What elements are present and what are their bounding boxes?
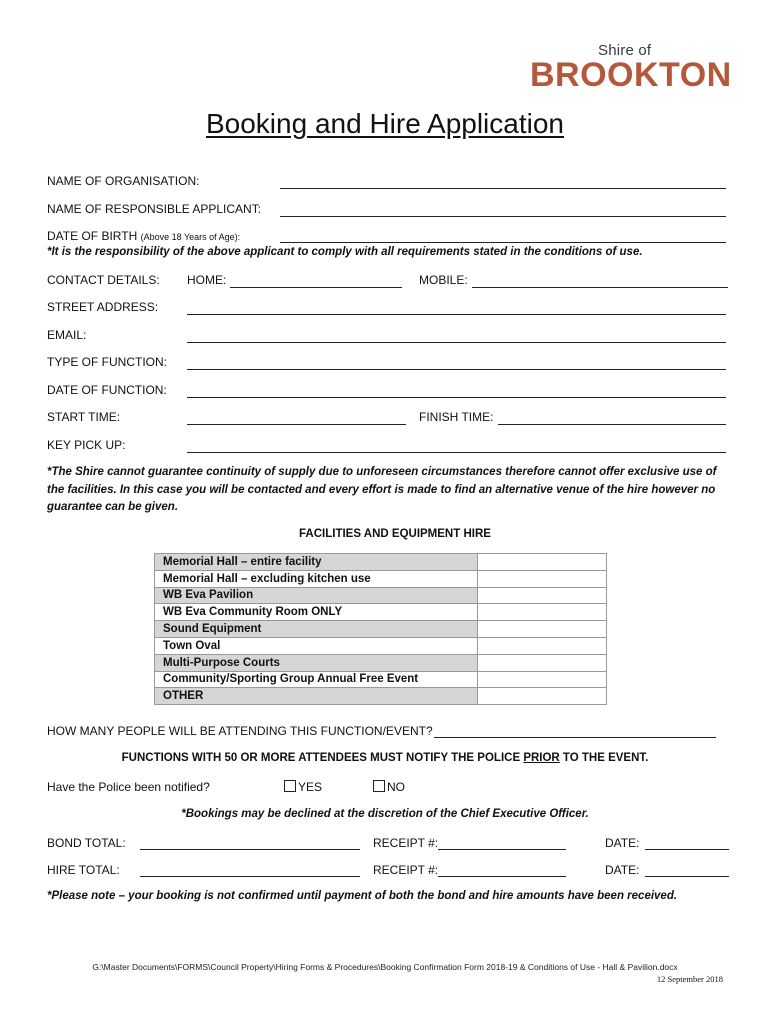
facility-select-box[interactable] [478, 604, 607, 621]
facility-row [155, 621, 607, 638]
police-notice [0, 752, 770, 764]
police-question: Have the Police been notified? [47, 780, 210, 794]
mobile-label: MOBILE: [419, 273, 468, 287]
date-function-field[interactable] [187, 397, 726, 398]
facility-select-box[interactable] [478, 587, 607, 604]
facility-name: Sound Equipment [155, 621, 478, 638]
contact-label: CONTACT DETAILS: [47, 273, 160, 287]
hire-receipt-field[interactable] [438, 876, 566, 877]
hire-date-label: DATE: [605, 863, 640, 877]
start-time-field[interactable] [187, 424, 406, 425]
facility-name: WB Eva Pavilion [155, 587, 478, 604]
bond-receipt-label: RECEIPT #: [373, 836, 439, 850]
yes-option[interactable] [284, 780, 322, 794]
mobile-field[interactable] [472, 287, 728, 288]
yes-checkbox[interactable] [284, 780, 296, 792]
bond-field[interactable] [140, 849, 360, 850]
decline-note: *Bookings may be declined at the discretion of the Chief Executive Officer. [181, 808, 589, 820]
organisation-label: NAME OF ORGANISATION: [47, 174, 200, 188]
start-time-label: START TIME: [47, 410, 121, 424]
facility-name: OTHER [155, 688, 478, 705]
yes-label: YES [298, 780, 323, 794]
hire-date-field[interactable] [645, 876, 729, 877]
responsibility-note: *It is the responsibility of the above applicant to comply with all requirements stated in the conditions of use. [47, 246, 643, 258]
email-label: EMAIL: [47, 328, 87, 342]
bond-date-label: DATE: [605, 836, 640, 850]
no-checkbox[interactable] [373, 780, 385, 792]
hire-field[interactable] [140, 876, 360, 877]
page-title: Booking and Hire Application [205, 108, 564, 139]
dob-note: (Above 18 Years of Age): [140, 232, 241, 242]
facility-name: Community/Sporting Group Annual Free Event [155, 671, 478, 688]
finish-time-field[interactable] [498, 424, 726, 425]
facilities-heading: FACILITIES AND EQUIPMENT HIRE [299, 528, 491, 540]
footer-date: 12 September 2018 [656, 974, 723, 984]
dob-label-text: DATE OF BIRTH [47, 229, 138, 243]
facility-row [155, 570, 607, 587]
attendance-field[interactable] [434, 737, 716, 738]
facility-name: Multi-Purpose Courts [155, 654, 478, 671]
facility-select-box[interactable] [478, 570, 607, 587]
no-option[interactable] [373, 780, 405, 794]
facility-name: Town Oval [155, 637, 478, 654]
supply-note: *The Shire cannot guarantee continuity of supply due to unforeseen circumstances therefore cannot offer exclusive use of the facilities. In this case you will be contacted and every effort is made to find an alternative venue of the hire however no guarantee can be given. [47, 466, 717, 513]
home-label: HOME: [187, 273, 227, 287]
date-function-label: DATE OF FUNCTION: [47, 383, 167, 397]
bond-label: BOND TOTAL: [47, 836, 126, 850]
hire-receipt-label: RECEIPT #: [373, 863, 439, 877]
street-label: STREET ADDRESS: [47, 300, 159, 314]
footer-path: G:\Master Documents\FORMS\Council Property\Hiring Forms & Procedures\Booking Confirmation Form 2018-19 & Conditions of Use - Hall & Pavilion.docx [92, 962, 678, 972]
facility-row [155, 654, 607, 671]
facilities-table [154, 553, 607, 705]
facility-row [155, 604, 607, 621]
police-notice-before: FUNCTIONS WITH 50 OR MORE ATTENDEES MUST NOTIFY THE POLICE [121, 752, 524, 764]
confirm-note: *Please note – your booking is not confirmed until payment of both the bond and hire amounts have been received. [47, 890, 678, 902]
organisation-field[interactable] [280, 188, 726, 189]
finish-time-label: FINISH TIME: [419, 410, 494, 424]
type-function-field[interactable] [187, 369, 726, 370]
applicant-field[interactable] [280, 216, 726, 217]
facility-row [155, 637, 607, 654]
email-field[interactable] [187, 342, 726, 343]
facility-select-box[interactable] [478, 654, 607, 671]
logo-brookton: BROOKTON [530, 56, 732, 94]
key-pickup-field[interactable] [187, 452, 726, 453]
facility-select-box[interactable] [478, 554, 607, 571]
facility-select-box[interactable] [478, 671, 607, 688]
logo-shire-of: Shire of [598, 42, 652, 59]
facility-name: Memorial Hall – entire facility [155, 554, 478, 571]
bond-date-field[interactable] [645, 849, 729, 850]
facility-name: WB Eva Community Room ONLY [155, 604, 478, 621]
key-pickup-label: KEY PICK UP: [47, 438, 126, 452]
type-function-label: TYPE OF FUNCTION: [47, 355, 167, 369]
facility-row [155, 554, 607, 571]
no-label: NO [387, 780, 405, 794]
facility-row [155, 671, 607, 688]
bond-receipt-field[interactable] [438, 849, 566, 850]
facility-select-box[interactable] [478, 637, 607, 654]
hire-label: HIRE TOTAL: [47, 863, 120, 877]
police-notice-prior: PRIOR [523, 752, 560, 764]
facility-select-box[interactable] [478, 621, 607, 638]
facility-row [155, 587, 607, 604]
street-field[interactable] [187, 314, 726, 315]
dob-field[interactable] [280, 242, 726, 243]
facility-row [155, 688, 607, 705]
attendance-question: HOW MANY PEOPLE WILL BE ATTENDING THIS FUNCTION/EVENT? [47, 724, 433, 738]
police-notice-after: TO THE EVENT. [559, 752, 649, 764]
dob-label [47, 229, 240, 243]
home-field[interactable] [230, 287, 402, 288]
applicant-label: NAME OF RESPONSIBLE APPLICANT: [47, 202, 262, 216]
facility-name: Memorial Hall – excluding kitchen use [155, 570, 478, 587]
facility-select-box[interactable] [478, 688, 607, 705]
